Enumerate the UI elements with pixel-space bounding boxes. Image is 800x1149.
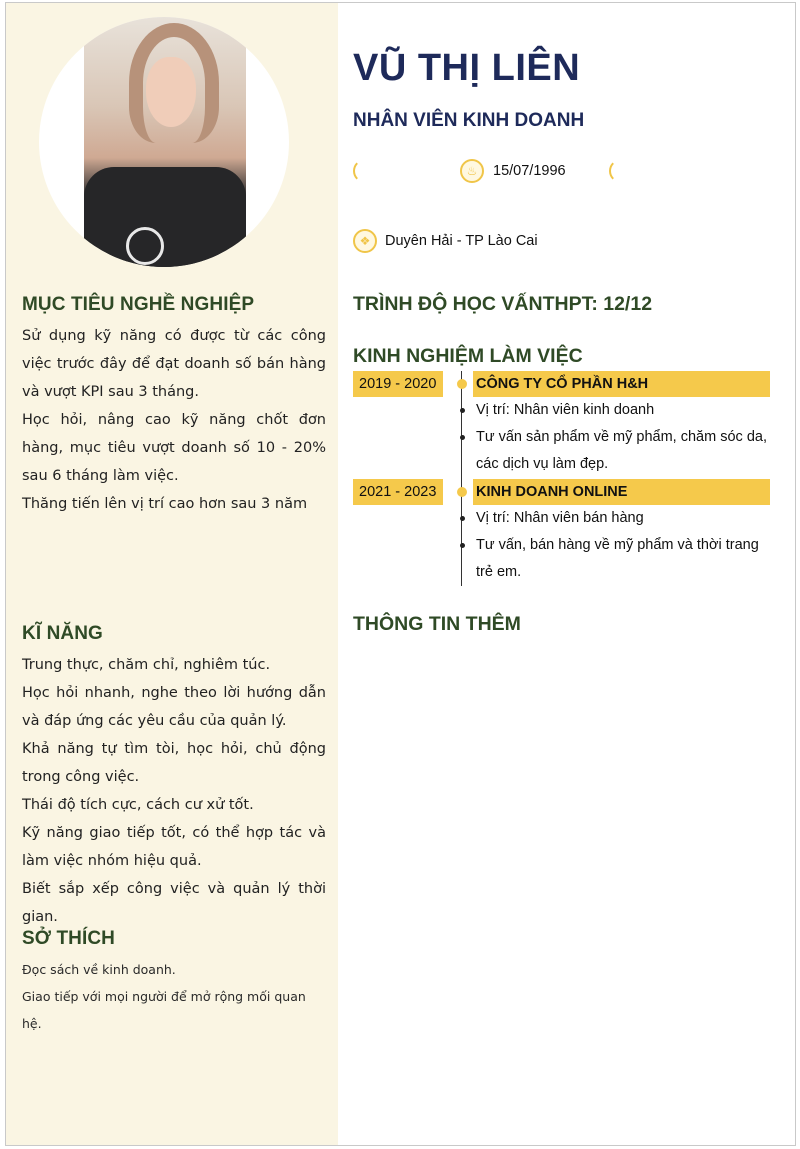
objective-paragraph: Thăng tiến lên vị trí cao hơn sau 3 năm bbox=[22, 496, 308, 512]
education-title: TRÌNH ĐỘ HỌC VẤNTHPT: 12/12 bbox=[353, 293, 653, 315]
hobbies-title: SỞ THÍCH bbox=[22, 928, 116, 949]
job-years: 2019 - 2020 bbox=[353, 371, 443, 397]
bullet-dot bbox=[460, 435, 465, 440]
job-detail: Tư vấn sản phẩm về mỹ phẩm, chăm sóc da, các dịch vụ làm đẹp. bbox=[476, 429, 767, 472]
address-row bbox=[353, 229, 538, 253]
birthday-cake-icon: ♨ bbox=[460, 159, 484, 183]
sidebar bbox=[6, 3, 338, 1145]
timeline-dot bbox=[457, 487, 467, 497]
hobby-item: Giao tiếp với mọi người để mở rộng mối quan hệ. bbox=[22, 989, 306, 1031]
job-detail: Vị trí: Nhân viên bán hàng bbox=[476, 510, 644, 526]
hobbies-section bbox=[22, 928, 326, 1037]
objective-section bbox=[22, 294, 326, 518]
profile-photo bbox=[39, 17, 289, 267]
timeline-line bbox=[461, 371, 462, 586]
skill-item: Kỹ năng giao tiếp tốt, có thể hợp tác và làm việc nhóm hiệu quả. bbox=[22, 825, 326, 869]
job-detail: Tư vấn, bán hàng về mỹ phẩm và thời trang trẻ em. bbox=[476, 537, 759, 580]
photo-image bbox=[84, 17, 246, 267]
resume-page bbox=[5, 2, 796, 1146]
location-pin-icon: ❖ bbox=[353, 229, 377, 253]
experience-title: KINH NGHIỆM LÀM VIỆC bbox=[353, 345, 583, 367]
bullet-dot bbox=[460, 543, 465, 548]
birthday-text: 15/07/1996 bbox=[493, 163, 566, 179]
objective-title: MỤC TIÊU NGHỀ NGHIỆP bbox=[22, 294, 255, 315]
skills-title: KĨ NĂNG bbox=[22, 623, 103, 644]
timeline-dot bbox=[457, 379, 467, 389]
job-company: CÔNG TY CỔ PHẦN H&H bbox=[473, 371, 770, 397]
extra-info-title: THÔNG TIN THÊM bbox=[353, 613, 521, 635]
skills-section bbox=[22, 623, 326, 931]
objective-paragraph: Sử dụng kỹ năng có được từ các công việc trước đây để đạt doanh số bán hàng và vượt KPI sau 3 tháng. bbox=[22, 328, 326, 400]
photo-shirt bbox=[84, 167, 246, 267]
skill-item: Trung thực, chăm chỉ, nghiêm túc. bbox=[22, 657, 271, 673]
skill-item: Khả năng tự tìm tòi, học hỏi, chủ động trong công việc. bbox=[22, 741, 326, 785]
email-icon bbox=[609, 159, 633, 183]
address-text: Duyên Hải - TP Lào Cai bbox=[385, 233, 538, 249]
hobby-item: Đọc sách về kinh doanh. bbox=[22, 962, 176, 977]
job-company: KINH DOANH ONLINE bbox=[473, 479, 770, 505]
phone-icon bbox=[353, 159, 377, 183]
phone-row bbox=[353, 159, 377, 183]
photo-shirt-logo bbox=[126, 227, 164, 265]
candidate-role: NHÂN VIÊN KINH DOANH bbox=[353, 110, 585, 131]
skill-item: Thái độ tích cực, cách cư xử tốt. bbox=[22, 797, 254, 813]
job-detail: Vị trí: Nhân viên kinh doanh bbox=[476, 402, 655, 418]
birthday-row bbox=[460, 159, 566, 183]
skill-item: Biết sắp xếp công việc và quản lý thời gian. bbox=[22, 881, 326, 925]
photo-face bbox=[146, 57, 196, 127]
skill-item: Học hỏi nhanh, nghe theo lời hướng dẫn và đáp ứng các yêu cầu của quản lý. bbox=[22, 685, 326, 729]
candidate-name: VŨ THỊ LIÊN bbox=[353, 47, 581, 89]
objective-paragraph: Học hỏi, nâng cao kỹ năng chốt đơn hàng, mục tiêu vượt doanh số 10 - 20% sau 6 tháng làm việc. bbox=[22, 412, 326, 484]
bullet-dot bbox=[460, 516, 465, 521]
job-years: 2021 - 2023 bbox=[353, 479, 443, 505]
email-row bbox=[609, 159, 633, 183]
bullet-dot bbox=[460, 408, 465, 413]
